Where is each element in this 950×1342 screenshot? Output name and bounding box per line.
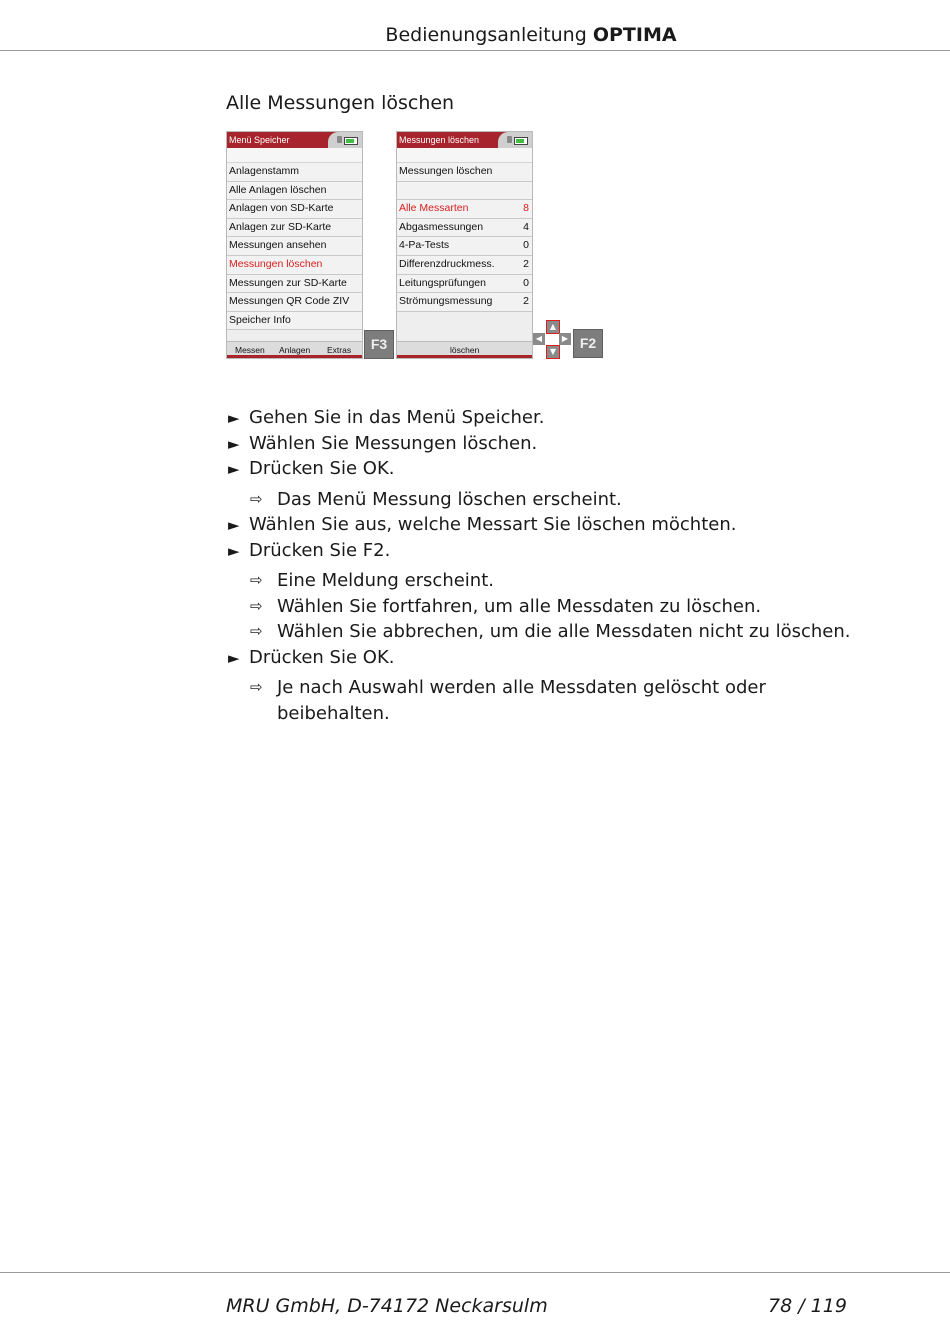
menu-item-messungen-qr[interactable]: Messungen QR Code ZIV: [227, 293, 362, 312]
softkey-accent-bar: [397, 355, 532, 358]
step-text: Drücken Sie OK.: [249, 646, 395, 668]
step-result: [228, 568, 850, 594]
black-right-triangle-icon: ►: [228, 409, 240, 427]
screen-title: Messungen löschen: [399, 135, 480, 145]
section-title: Alle Messungen löschen: [226, 92, 455, 114]
black-right-triangle-icon: ►: [228, 434, 240, 453]
menu-item-anlagenstamm[interactable]: Anlagenstamm: [227, 163, 362, 182]
step-text: Wählen Sie abbrechen, um die alle Messdaten nicht zu löschen.: [277, 621, 851, 642]
list-item-alle-messarten[interactable]: [397, 200, 532, 219]
outline-right-arrow-icon: ⇨: [250, 571, 263, 589]
screen-spacer: [397, 148, 532, 163]
step-text: Gehen Sie in das Menü Speicher.: [249, 407, 545, 428]
item-count: 2: [523, 257, 529, 270]
menu-item-anlagen-von-sd[interactable]: Anlagen von SD-Karte: [227, 200, 362, 219]
step-action: [228, 431, 850, 457]
item-label: Leitungsprüfungen: [399, 276, 486, 289]
screen-messungen-loeschen: [396, 131, 533, 359]
list-item-differenzdruck[interactable]: [397, 256, 532, 275]
screen-titlebar: [397, 132, 532, 148]
blank-row: [397, 182, 532, 201]
list-item-4-pa-tests[interactable]: [397, 237, 532, 256]
f2-key[interactable]: F2: [573, 329, 603, 358]
softkey-loeschen[interactable]: löschen: [450, 345, 480, 355]
outline-right-arrow-icon: ⇨: [250, 678, 263, 696]
header-brand: OPTIMA: [592, 24, 677, 46]
list-item-leitungspruefungen[interactable]: [397, 275, 532, 294]
list-item-stroemungsmessung[interactable]: [397, 293, 532, 312]
step-text: Eine Meldung erscheint.: [277, 570, 494, 591]
step-action: [228, 512, 850, 538]
screen-titlebar: [227, 132, 362, 148]
arrow-up-icon[interactable]: ▲: [546, 320, 560, 334]
list-item-abgasmessungen[interactable]: [397, 219, 532, 238]
arrow-right-icon[interactable]: ▶: [559, 333, 571, 345]
softkey-messen[interactable]: Messen: [235, 345, 265, 355]
page-number: 78 / 119: [768, 1295, 847, 1317]
outline-right-arrow-icon: ⇨: [250, 489, 263, 508]
step-text: Wählen Sie fortfahren, um alle Messdaten zu löschen.: [277, 595, 762, 617]
page-header: [0, 24, 950, 46]
step-result: [228, 675, 797, 726]
item-label: Alle Messarten: [399, 202, 469, 215]
header-rule: [0, 50, 950, 51]
step-text: Wählen Sie aus, welche Messart Sie löschen möchten.: [249, 514, 737, 535]
screen-title: Menü Speicher: [229, 135, 290, 145]
menu-item-messungen-zur-sd[interactable]: Messungen zur SD-Karte: [227, 275, 362, 294]
menu-item-alle-anlagen-loeschen[interactable]: Alle Anlagen löschen: [227, 182, 362, 201]
softkey-accent-bar: [227, 355, 362, 358]
step-text: Wählen Sie Messungen löschen.: [249, 432, 538, 454]
instruction-list: [228, 405, 850, 726]
softkey-bar: [397, 341, 532, 358]
item-label: 4-Pa-Tests: [399, 239, 450, 252]
item-count: 4: [523, 220, 529, 233]
item-count: 0: [523, 239, 529, 252]
lock-icon: [337, 136, 342, 143]
item-label: Strömungsmessung: [399, 295, 493, 308]
arrow-down-icon[interactable]: ▼: [546, 345, 560, 359]
battery-icon: [344, 137, 358, 145]
menu-item-anlagen-zur-sd[interactable]: Anlagen zur SD-Karte: [227, 219, 362, 238]
black-right-triangle-icon: ►: [228, 516, 240, 534]
black-right-triangle-icon: ►: [228, 460, 240, 478]
step-result: [228, 619, 850, 645]
screen-menu-speicher: [226, 131, 363, 359]
step-action: [228, 645, 850, 671]
step-action: [228, 538, 850, 564]
item-count: 0: [523, 276, 529, 289]
black-right-triangle-icon: ►: [228, 541, 240, 560]
step-text: Je nach Auswahl werden alle Messdaten gelöscht oder beibehalten.: [277, 677, 766, 724]
lock-icon: [507, 136, 512, 143]
screen-heading: Messungen löschen: [397, 163, 532, 182]
header-title-prefix: Bedienungsanleitung: [385, 24, 587, 46]
step-action: [228, 456, 850, 482]
step-result: [228, 487, 850, 513]
step-action: [228, 405, 850, 431]
f3-key[interactable]: F3: [364, 330, 394, 359]
softkey-anlagen[interactable]: Anlagen: [279, 345, 311, 355]
battery-icon: [514, 137, 528, 145]
item-label: Abgasmessungen: [399, 220, 484, 233]
softkey-bar: [227, 341, 362, 358]
footer-rule: [0, 1272, 950, 1273]
outline-right-arrow-icon: ⇨: [250, 596, 263, 615]
black-right-triangle-icon: ►: [228, 648, 240, 667]
step-result: [228, 594, 850, 620]
menu-item-messungen-ansehen[interactable]: Messungen ansehen: [227, 237, 362, 256]
menu-item-speicher-info[interactable]: Speicher Info: [227, 312, 362, 331]
footer-company: MRU GmbH, D-74172 Neckarsulm: [226, 1295, 548, 1317]
outline-right-arrow-icon: ⇨: [250, 622, 263, 640]
item-count: 8: [523, 202, 529, 215]
step-text: Das Menü Messung löschen erscheint.: [277, 488, 622, 510]
arrow-left-icon[interactable]: ◀: [533, 333, 545, 345]
softkey-extras[interactable]: Extras: [327, 345, 352, 355]
menu-item-messungen-loeschen[interactable]: Messungen löschen: [227, 256, 362, 275]
screen-spacer: [227, 148, 362, 163]
direction-pad: [533, 320, 571, 358]
step-text: Drücken Sie OK.: [249, 458, 395, 479]
step-text: Drücken Sie F2.: [249, 539, 391, 561]
item-label: Differenzdruckmess.: [399, 257, 495, 270]
item-count: 2: [523, 295, 529, 308]
